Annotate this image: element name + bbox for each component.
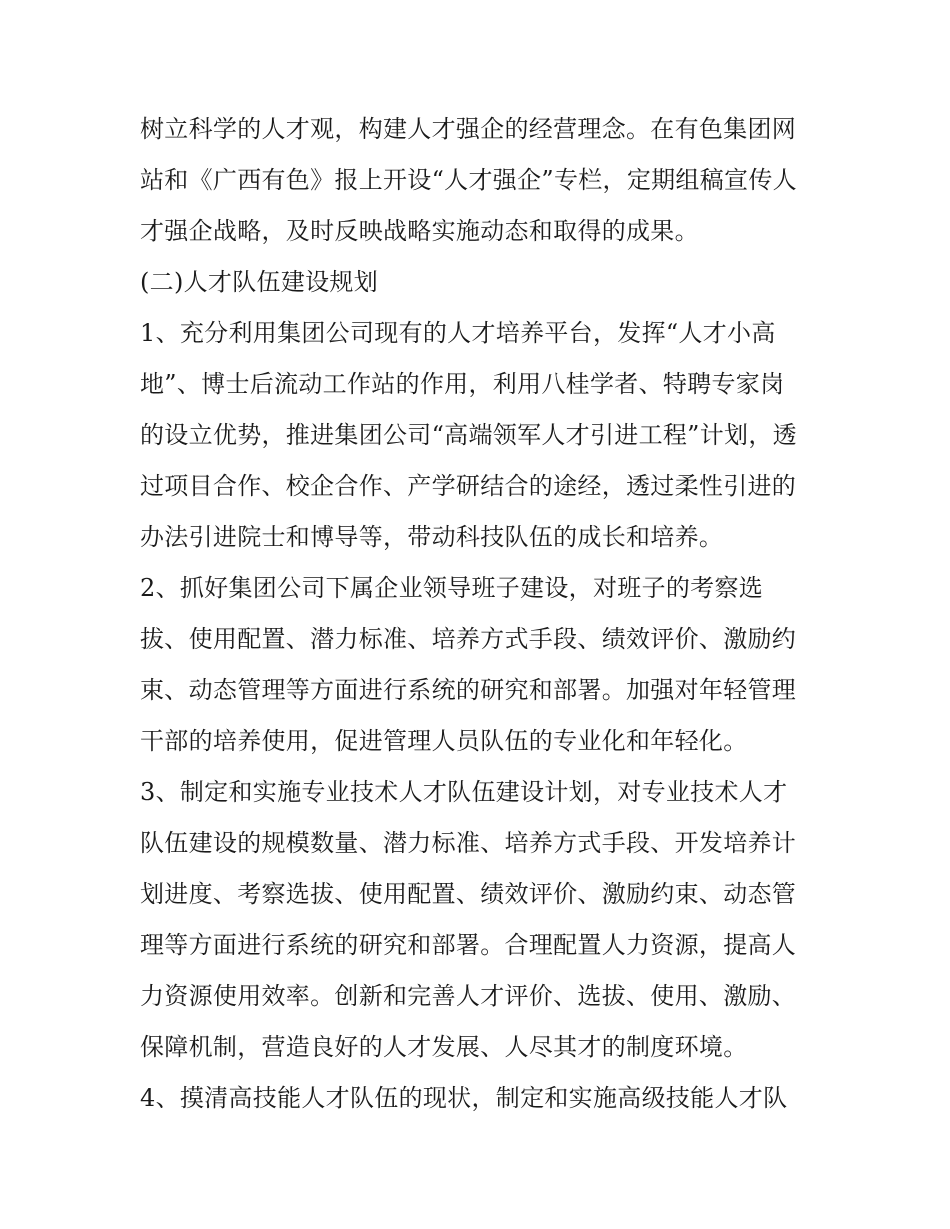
text-line: 的设立优势，推进集团公司“高端领军人才引进工程”计划，透 [140,421,797,449]
text-line: 树立科学的人才观，构建人才强企的经营理念。在有色集团网 [140,115,797,143]
text-line: 才强企战略，及时反映战略实施动态和取得的成果。 [140,217,699,245]
section-heading: (二)人才队伍建设规划 [140,268,379,296]
text-line: 干部的培养使用，促进管理人员队伍的专业化和年轻化。 [140,727,748,755]
text-line: 办法引进院士和博导等，带动科技队伍的成长和培养。 [140,523,724,551]
text-line: 束、动态管理等方面进行系统的研究和部署。加强对年轻管理 [140,676,797,704]
text-line: 1、充分利用集团公司现有的人才培养平台，发挥“人才小高 [140,319,776,347]
text-line: 3、制定和实施专业技术人才队伍建设计划，对专业技术人才 [140,778,788,806]
text-line: 保障机制，营造良好的人才发展、人尽其才的制度环境。 [140,1033,748,1061]
text-line: 站和《广西有色》报上开设“人才强企”专栏，定期组稿宣传人 [140,166,797,194]
text-line: 地”、博士后流动工作站的作用，利用八桂学者、特聘专家岗 [140,370,785,398]
text-line: 划进度、考察选拔、使用配置、绩效评价、激励约束、动态管 [140,880,797,908]
text-line: 力资源使用效率。创新和完善人才评价、选拔、使用、激励、 [140,982,797,1010]
text-line: 2、抓好集团公司下属企业领导班子建设，对班子的考察选 [140,574,764,602]
text-line: 过项目合作、校企合作、产学研结合的途经，透过柔性引进的 [140,472,797,500]
text-line: 理等方面进行系统的研究和部署。合理配置人力资源，提高人 [140,931,797,959]
text-line: 拔、使用配置、潜力标准、培养方式手段、绩效评价、激励约 [140,625,797,653]
text-line: 队伍建设的规模数量、潜力标准、培养方式手段、开发培养计 [140,829,797,857]
text-line: 4、摸清高技能人才队伍的现状，制定和实施高级技能人才队 [140,1084,788,1112]
